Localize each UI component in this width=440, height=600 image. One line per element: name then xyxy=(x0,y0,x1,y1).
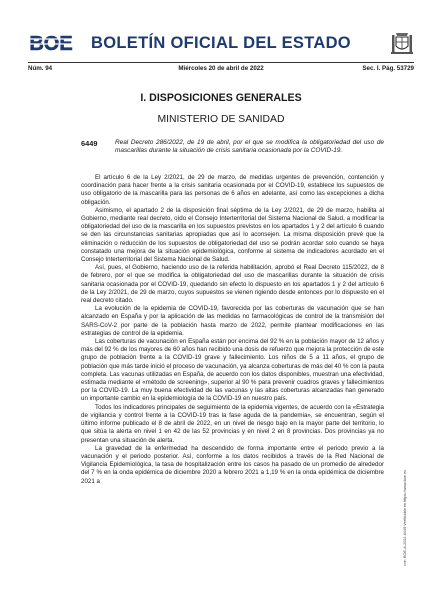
ministry-title: MINISTERIO DE SANIDAD xyxy=(157,114,285,125)
verification-note xyxy=(403,469,413,570)
section-page: Sec. I. Pág. 53729 xyxy=(362,65,414,72)
section-title: I. DISPOSICIONES GENERALES xyxy=(140,92,302,104)
svg-text:BOE: BOE xyxy=(29,33,73,54)
verification-text: cve: BOE-A-2022-6449 Verificable en https://www.boe.es xyxy=(403,469,407,566)
paragraph: La evolución de la epidemia de COVID-19, favorecida por las coberturas de vacunación que se han alcanzado en España y por la aplicación de las medidas no farmacológicas de control de la transmisión del SARS-CoV-2 por parte de la población hasta marzo de 2022, permite plantear modificaciones en las estrategias de control de la epidemia. xyxy=(81,305,384,337)
issue-date: Miércoles 20 de abril de 2022 xyxy=(178,65,264,72)
paragraph: La gravedad de la enfermedad ha descendido de forma importante entre el periodo previo a la vacunación y el periodo posterior. Así, conforme a los datos recibidos a través de la Red Nacional de Vigilancia Epidemiológica, la tasa de hospitalización entre los casos ha pasado de un promedio de alrededor del 7 % en la onda epidémica de diciembre 2020 a febrero 2021 a 1,19 % en la onda epidémica de diciembre 2021 a xyxy=(81,444,384,485)
disposition-number: 6449 xyxy=(81,139,98,148)
paragraph: Así, pues, el Gobierno, haciendo uso de la referida habilitación, aprobó el Real Decreto 115/2022, de 8 de febrero, por el que se modifica la obligatoriedad del uso de mascarillas durante la situación de crisis sanitaria ocasionada por el COVID-19, quedando sin efecto lo dispuesto en los apartados 1 y 2 del artículo 6 de la Ley 2/2021, de 29 de marzo, cuyos supuestos se vienen rigiendo desde entonces por lo dispuesto en el real decreto citado. xyxy=(81,264,384,305)
issue-number: Núm. 94 xyxy=(28,65,53,72)
paragraph: Todos los indicadores principales de seguimiento de la epidemia vigentes, de acuerdo con la «Estrategia de vigilancia y control frente a la COVID-19 tras la fase aguda de la pandemia», se encuentran, según el último informe publicado el 8 de abril de 2022, en un nivel de riesgo bajo en la mayor parte del territorio, lo que sitúa la alerta en nivel 1 en 42 de las 52 provincias y en nivel 2 en 8 provincias. Dos provincias ya no presentan una situación de alerta. xyxy=(81,403,384,444)
paragraph: Asimismo, el apartado 2 de la disposición final séptima de la Ley 2/2021, de 29 de marzo, habilita al Gobierno, mediante real decreto, oído el Consejo Interterritorial del Sistema Nacional de Salud, a modificar la obligatoriedad del uso de la mascarilla en los supuestos previstos en los apartados 1 y 2 del artículo 6 cuando se den las circunstancias sanitarias apropiadas que así lo aconsejen. La misma disposición prevé que la eliminación o reducción de los supuestos de obligatoriedad del uso se podrán acordar solo cuando se haya constatado una mejora de la situación epidemiológica, conforme al sistema de indicadores acordado en el Consejo Interterritorial del Sistema Nacional de Salud. xyxy=(81,206,384,264)
issue-info-bar xyxy=(28,62,414,74)
boe-logo xyxy=(28,32,74,54)
masthead-title: BOLETÍN OFICIAL DEL ESTADO xyxy=(91,34,351,52)
disposition-title: Real Decreto 286/2022, de 19 de abril, por el que se modifica la obligatoriedad del uso de mascarillas durante la situación de crisis sanitaria ocasionada por la COVID-19. xyxy=(115,139,384,155)
paragraph: El artículo 6 de la Ley 2/2021, de 29 de marzo, de medidas urgentes de prevención, contención y coordinación para hacer frente a la crisis sanitaria ocasionada por el COVID-19, establece los supuestos de uso obligatorio de la mascarilla para las personas de 6 años en adelante, así como las excepciones a dicha obligación. xyxy=(81,174,384,206)
paragraph: Las coberturas de vacunación en España están por encima del 92 % en la población mayor de 12 años y más del 92 % de los mayores de 60 años han recibido una dosis de refuerzo que mejora la protección de este grupo de población frente a la COVID-19 grave y fallecimiento. Los niños de 5 a 11 años, el grupo de población que más tarde inició el proceso de vacunación, ya alcanza coberturas de más del 40 % con la pauta completa. Las vacunas utilizadas en España, de acuerdo con los datos disponibles, muestran una efectividad, estimada mediante el «método de screening», superior al 90 % para prevenir cuadros graves y fallecimientos por la COVID-19. La muy buena efectividad de las vacunas y las altas coberturas alcanzadas han generado un importante cambio en la epidemiología de la COVID-19 en nuestro país. xyxy=(81,338,384,403)
coat-of-arms-icon xyxy=(390,30,414,56)
document-body xyxy=(81,174,384,486)
header xyxy=(28,30,414,60)
